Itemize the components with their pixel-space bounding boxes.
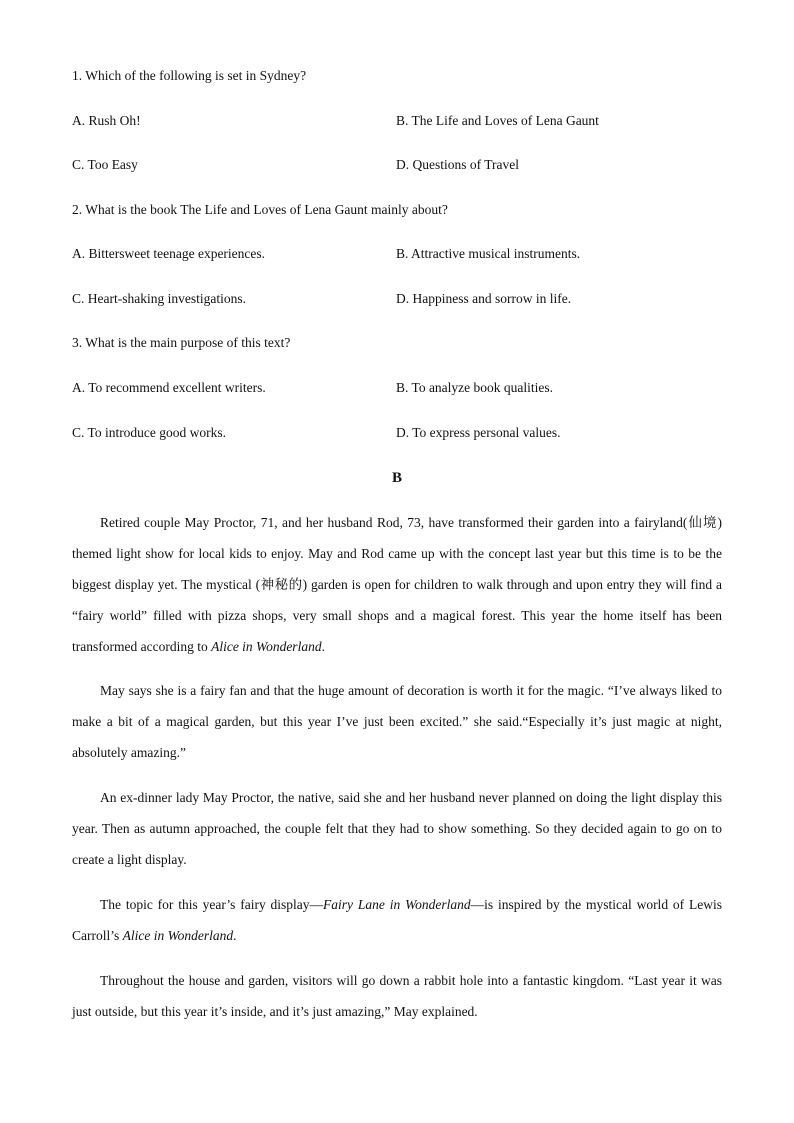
question-1-option-b: B. The Life and Loves of Lena Gaunt [396, 113, 599, 128]
paragraph-2-text: May says she is a fairy fan and that the huge amount of decoration is worth it for the magic. “I’ve always liked to make a bit of a magical garden, but this year I’ve just been excited.” she said.“Especially it’s just magic at night, absolutely amazing.” [72, 683, 722, 760]
passage-paragraph-5 [72, 965, 722, 1027]
question-3-option-b: B. To analyze book qualities. [396, 380, 554, 395]
passage-paragraph-4 [72, 889, 722, 951]
question-1-option-c: C. Too Easy [72, 157, 138, 172]
question-3-option-d: D. To express personal values. [396, 425, 561, 440]
question-1-stem: 1. Which of the following is set in Sydney? [72, 68, 307, 83]
paragraph-4-book-title: Alice in Wonderland [122, 928, 234, 943]
passage-paragraph-1 [72, 507, 722, 662]
question-1-option-a: A. Rush Oh! [72, 113, 141, 128]
question-2-option-b: B. Attractive musical instruments. [396, 246, 581, 261]
paragraph-4-display-title: Fairy Lane in Wonderland [323, 897, 471, 912]
question-2-option-d: D. Happiness and sorrow in life. [396, 291, 572, 306]
paragraph-1-text: Retired couple May Proctor, 71, and her husband Rod, 73, have transformed their garden into a fairyland(仙境) themed light show for local kids to enjoy. May and Rod came up with the concept last year but this time is to be the biggest display yet. The mystical (神秘的) garden is open for children to walk through and upon entry they will find a “fairy world” filled with pizza shops, very small shops and a magical forest. This year the home itself has been transformed according to [72, 515, 722, 654]
question-2-stem: 2. What is the book The Life and Loves of Lena Gaunt mainly about? [72, 202, 448, 217]
question-3-option-c: C. To introduce good works. [72, 425, 227, 440]
question-3-stem: 3. What is the main purpose of this text? [72, 335, 291, 350]
question-2-option-a: A. Bittersweet teenage experiences. [72, 246, 266, 261]
paragraph-4-end: . [233, 928, 237, 943]
section-heading: B [391, 470, 402, 486]
passage-paragraph-2 [72, 675, 722, 768]
question-3-option-a: A. To recommend excellent writers. [72, 380, 266, 395]
paragraph-4-start: The topic for this year’s fairy display— [100, 897, 324, 912]
paragraph-1-end: . [321, 639, 325, 654]
paragraph-3-text: An ex-dinner lady May Proctor, the native, said she and her husband never planned on doing the light display this year. Then as autumn approached, the couple felt that they had to show something. So they decided again to go on to create a light display. [72, 790, 722, 867]
paragraph-4-mid: —is inspired by the mystical world of Lewis Carroll’s [72, 897, 722, 943]
question-2-option-c: C. Heart-shaking investigations. [72, 291, 246, 306]
paragraph-5-text: Throughout the house and garden, visitors will go down a rabbit hole into a fantastic kingdom. “Last year it was just outside, but this year it’s inside, and it’s just amazing,” May explained. [72, 973, 722, 1019]
passage-paragraph-3 [72, 782, 722, 875]
question-1-option-d: D. Questions of Travel [396, 157, 520, 172]
paragraph-1-book-title: Alice in Wonderland [211, 639, 322, 654]
